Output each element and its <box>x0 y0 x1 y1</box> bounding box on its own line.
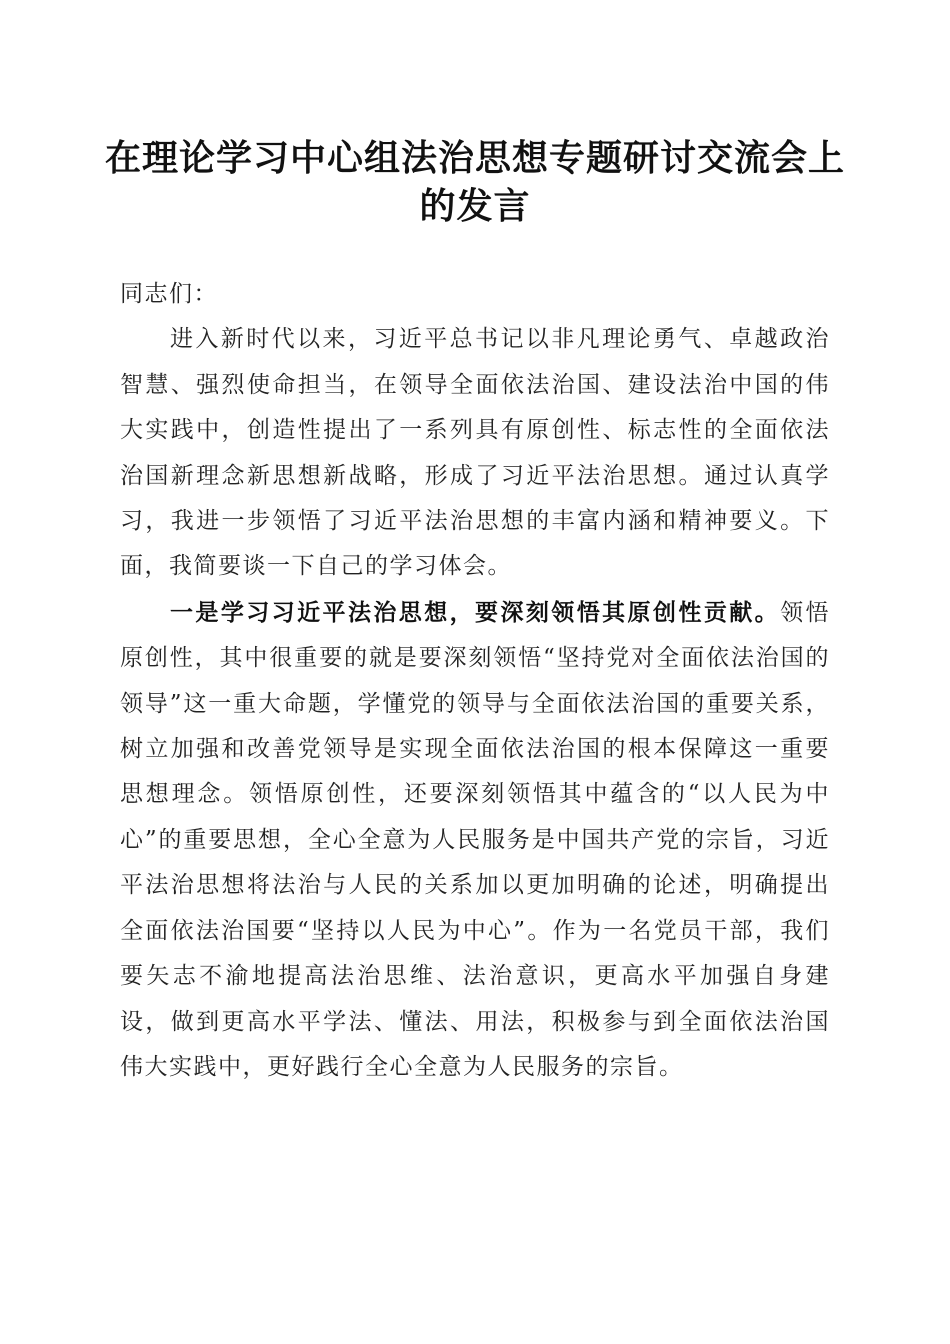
salutation: 同志们： <box>120 281 218 307</box>
paragraph-point-one-heading: 一是学习习近平法治思想，要深刻领悟其原创性贡献。 <box>170 598 781 626</box>
document-title <box>100 134 850 230</box>
title-line-2: 的发言 <box>419 185 531 227</box>
paragraph-point-one <box>120 590 830 1090</box>
document-body <box>120 272 830 1090</box>
title-line-1: 在理论学习中心组法治思想专题研讨交流会上 <box>104 137 845 179</box>
paragraph-intro: 进入新时代以来，习近平总书记以非凡理论勇气、卓越政治智慧、强烈使命担当，在领导全面依法治国、建设法治中国的伟大实践中，创造性提出了一系列具有原创性、标志性的全面依法治国新理念新思想新战略，形成了习近平法治思想。通过认真学习，我进一步领悟了习近平法治思想的丰富内涵和精神要义。下面，我简要谈一下自己的学习体会。 <box>120 326 830 580</box>
paragraph-point-one-body: 领悟原创性，其中很重要的就是要深刻领悟“坚持党对全面依法治国的领导”这一重大命题，学懂党的领导与全面依法治国的重要关系，树立加强和改善党领导是实现全面依法治国的根本保障这一重要思想理念。领悟原创性，还要深刻领悟其中蕴含的“以人民为中心”的重要思想，全心全意为人民服务是中国共产党的宗旨，习近平法治思想将法治与人民的关系加以更加明确的论述，明确提出全面依法治国要“坚持以人民为中心”。作为一名党员干部，我们要矢志不渝地提高法治思维、法治意识，更高水平加强自身建设，做到更高水平学法、懂法、用法，积极参与到全面依法治国伟大实践中，更好践行全心全意为人民服务的宗旨。 <box>120 599 831 1080</box>
